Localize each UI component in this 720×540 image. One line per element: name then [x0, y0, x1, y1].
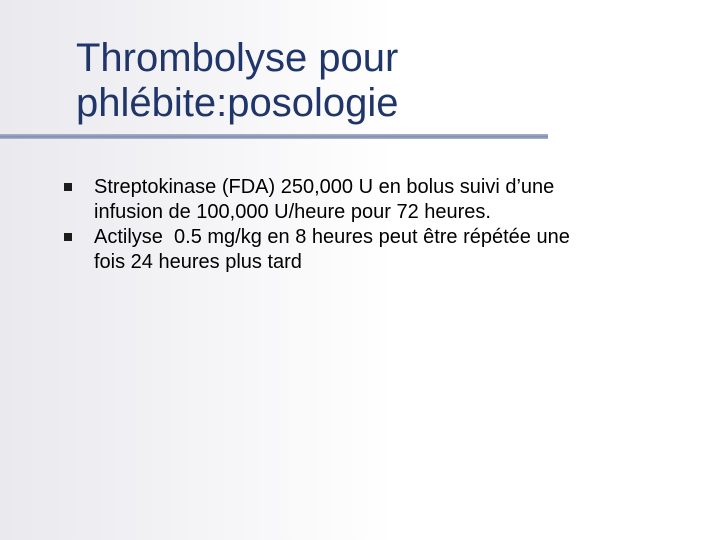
title-underline-rule	[0, 134, 548, 139]
bullet-text-line: Actilyse 0.5 mg/kg en 8 heures peut être répétée une	[94, 226, 570, 248]
bullet-item	[60, 175, 710, 225]
title-line-2: phlébite:posologie	[76, 81, 399, 125]
slide-title	[76, 36, 676, 126]
bullet-text-line: Streptokinase (FDA) 250,000 U en bolus suivi d’une	[94, 176, 555, 198]
bullet-text-line: infusion de 100,000 U/heure pour 72 heures.	[94, 201, 491, 223]
title-line-1: Thrombolyse pour	[76, 36, 399, 80]
square-bullet-icon	[64, 183, 72, 191]
bullet-text-line: fois 24 heures plus tard	[94, 251, 302, 273]
square-bullet-icon	[64, 233, 72, 241]
bullet-item	[60, 225, 710, 275]
bullet-list	[60, 175, 710, 275]
